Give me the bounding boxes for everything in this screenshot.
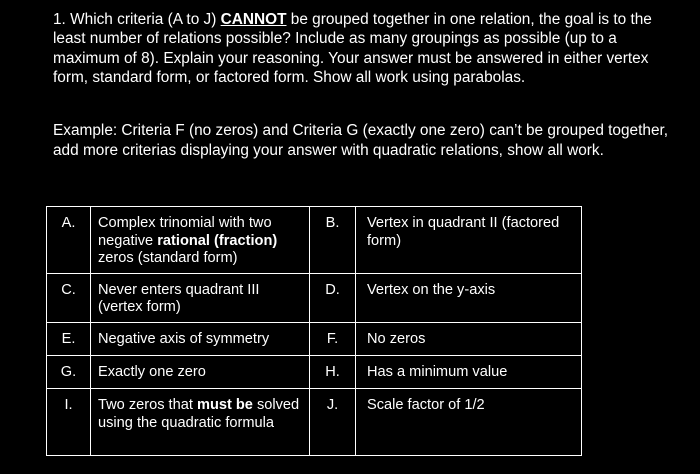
- criterion-letter-e: E.: [47, 322, 91, 355]
- criterion-h-description: Has a minimum value: [356, 355, 582, 388]
- table-row: [47, 273, 582, 322]
- criterion-letter-f: F.: [310, 322, 356, 355]
- criterion-letter-a: A.: [47, 207, 91, 274]
- criterion-letter-j: J.: [310, 388, 356, 455]
- criterion-c-description: Never enters quadrant III (vertex form): [91, 273, 310, 322]
- criterion-letter-d: D.: [310, 273, 356, 322]
- table-row: [47, 207, 582, 274]
- criterion-letter-c: C.: [47, 273, 91, 322]
- criterion-letter-b: B.: [310, 207, 356, 274]
- question-text: [53, 10, 683, 88]
- criterion-j-description: Scale factor of 1/2: [356, 388, 582, 455]
- criterion-g-description: Exactly one zero: [91, 355, 310, 388]
- example-text: Example: Criteria F (no zeros) and Criteria G (exactly one zero) can’t be grouped together, add more criterias displaying your answer with quadratic relations, show all work.: [53, 122, 669, 160]
- criterion-d-description: Vertex on the y-axis: [356, 273, 582, 322]
- question-suffix: be grouped together in one relation, the goal is to the least number of relations possible? Include as many groupings as possible (up to a maximum of 8). Explain your reasoning. Your answer must be answered in either vertex form, standard form, or factored form. Show all work using parabolas.: [53, 11, 652, 87]
- criterion-a-emphasis: rational (fraction): [157, 232, 278, 249]
- table-row: [47, 355, 582, 388]
- question-prefix: 1. Which criteria (A to J): [53, 11, 221, 28]
- criterion-letter-g: G.: [47, 355, 91, 388]
- criterion-i-emphasis: must be: [196, 396, 253, 413]
- criterion-a-description: Complex trinomial with two negative rational (fraction) zeros (standard form): [91, 207, 310, 274]
- criterion-letter-i: I.: [47, 388, 91, 455]
- criterion-i-description: Two zeros that must be solved using the quadratic formula: [91, 388, 310, 455]
- criterion-b-description: Vertex in quadrant II (factored form): [356, 207, 582, 274]
- table-row: [47, 388, 582, 455]
- table-row: [47, 322, 582, 355]
- criterion-letter-h: H.: [310, 355, 356, 388]
- question-emphasis: CANNOT: [220, 11, 287, 28]
- criteria-table: [46, 206, 582, 456]
- criterion-f-description: No zeros: [356, 322, 582, 355]
- criterion-e-description: Negative axis of symmetry: [91, 322, 310, 355]
